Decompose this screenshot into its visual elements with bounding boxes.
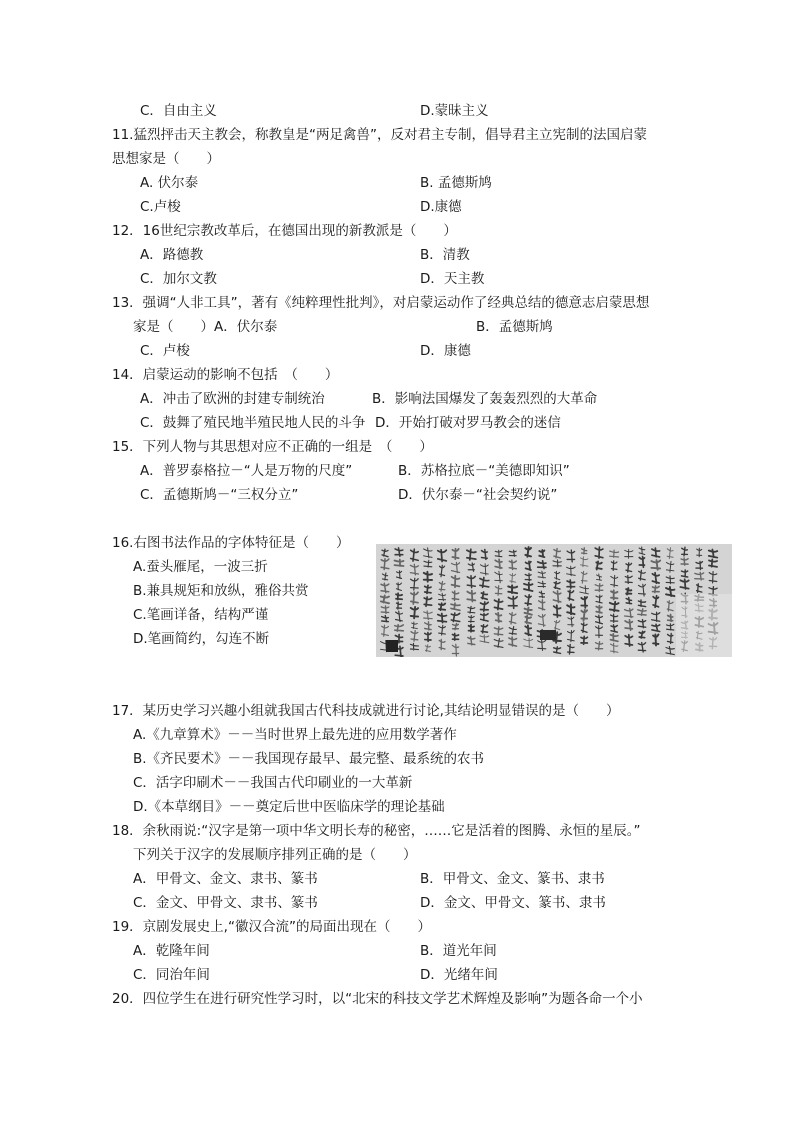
q19-option-b: B．道光年间 [420,943,497,959]
q18-stem: 18．余秋雨说:“汉字是第一项中华文明长寿的秘密，……它是活着的图腾、永恒的星辰。” [112,823,641,839]
q18-option-a: A．甲骨文、金文、隶书、篆书 [133,871,318,887]
q12-option-d: D．天主教 [420,271,485,287]
q19-option-c: C．同治年间 [133,967,210,983]
q14-option-d: D．开始打破对罗马教会的迷信 [375,415,561,431]
q11-option-d: D.康德 [420,199,462,215]
q20-stem: 20．四位学生在进行研究性学习时，以“北宋的科技文学艺术辉煌及影响”为题各命一个小 [112,991,643,1007]
q17-option-d: D.《本草纲目》－－奠定后世中医临床学的理论基础 [133,799,445,815]
q14-option-a: A．冲击了欧洲的封建专制统治 [140,391,325,407]
q16-option-d: D.笔画简约，勾连不断 [133,631,270,647]
q11-option-a: A. 伏尔泰 [140,175,199,191]
q13-option-d: D．康德 [420,343,471,359]
q19-option-a: A．乾隆年间 [133,943,210,959]
q12-option-c: C．加尔文教 [140,271,217,287]
q16-stem: 16.右图书法作品的字体特征是（ ） [112,535,350,551]
q17-option-a: A.《九章算术》－－当时世界上最先进的应用数学著作 [133,727,457,743]
calligraphy-strokes [376,544,732,657]
calligraphy-image [376,544,732,657]
q10-option-c: C．自由主义 [140,103,217,119]
q13-stem: 13．强调“人非工具”，著有《纯粹理性批判》，对启蒙运动作了经典总结的德意志启蒙思想 [112,295,650,311]
q18-stem-cont: 下列关于汉字的发展顺序排列正确的是（ ） [133,847,417,863]
q18-option-c: C．金文、甲骨文、隶书、篆书 [133,895,318,911]
q11-stem: 11.猛烈抨击天主教会，称教皇是“两足禽兽”，反对君主专制，倡导君主立宪制的法国启蒙 [112,127,647,143]
q17-option-c: C．活字印刷术－－我国古代印刷业的一大革新 [133,775,413,791]
q13-option-c: C．卢梭 [140,343,190,359]
q15-option-a: A．普罗泰格拉－“人是万物的尺度” [140,463,353,479]
q11-option-c: C.卢梭 [140,199,181,215]
q14-stem: 14．启蒙运动的影响不包括 （ ） [112,367,339,383]
q14-option-c: C．鼓舞了殖民地半殖民地人民的斗争 [140,415,366,431]
q16-option-b: B.兼具规矩和放纵，雅俗共赏 [133,583,309,599]
q12-option-b: B．清教 [420,247,470,263]
q13-option-b: B．孟德斯鸠 [476,319,553,335]
q19-stem: 19．京剧发展史上,“徽汉合流”的局面出现在（ ） [112,919,431,935]
q10-option-d: D.蒙昧主义 [420,103,489,119]
q15-stem: 15．下列人物与其思想对应不正确的一组是 （ ） [112,439,433,455]
q18-option-d: D．金文、甲骨文、篆书、隶书 [420,895,606,911]
q17-stem: 17．某历史学习兴趣小组就我国古代科技成就进行讨论,其结论明显错误的是（ ） [112,703,620,719]
q13-stem-cont: 家是（ ）A．伏尔泰 [133,319,278,335]
q12-option-a: A．路德教 [140,247,204,263]
q15-option-c: C．孟德斯鸠－“三权分立” [140,487,299,503]
q16-option-a: A.蚕头雁尾，一波三折 [133,559,268,575]
q11-option-b: B. 孟德斯鸠 [420,175,492,191]
q18-option-b: B．甲骨文、金文、篆书、隶书 [420,871,605,887]
q12-stem: 12．16世纪宗教改革后，在德国出现的新教派是（ ） [112,223,457,239]
q14-option-b: B．影响法国爆发了轰轰烈烈的大革命 [372,391,598,407]
q15-option-b: B．苏格拉底－“美德即知识” [398,463,570,479]
q17-option-b: B.《齐民要术》－－我国现存最早、最完整、最系统的农书 [133,751,485,767]
q11-stem-cont: 思想家是（ ） [112,151,220,167]
q19-option-d: D．光绪年间 [420,967,498,983]
q15-option-d: D．伏尔泰－“社会契约说” [398,487,558,503]
q16-option-c: C.笔画详备，结构严谨 [133,607,269,623]
